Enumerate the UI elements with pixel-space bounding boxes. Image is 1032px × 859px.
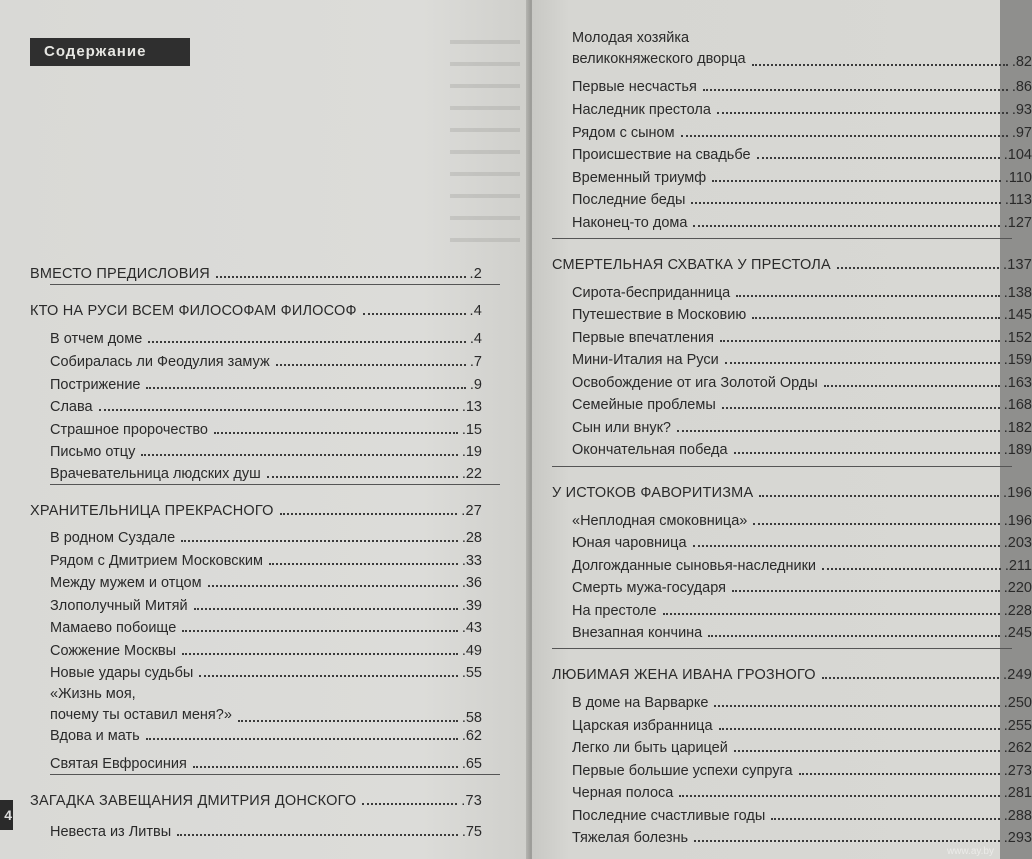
dot-leader bbox=[280, 513, 458, 515]
toc-entry bbox=[572, 26, 1032, 70]
dot-leader bbox=[725, 362, 1000, 364]
toc-page-number: .58 bbox=[461, 710, 482, 726]
toc-entry bbox=[572, 209, 1032, 231]
toc-entry-title: Временный триумф bbox=[572, 170, 707, 186]
toc-entry-title: Злополучный Митяй bbox=[50, 598, 188, 614]
toc-entry-title: Последние беды bbox=[572, 192, 686, 208]
toc-entry-title: Святая Евфросиния bbox=[50, 756, 187, 772]
toc-page-number: .110 bbox=[1004, 170, 1032, 186]
dot-leader bbox=[199, 675, 458, 677]
toc-entry bbox=[50, 393, 482, 415]
toc-page-number: .27 bbox=[461, 503, 482, 519]
toc-page-number: .255 bbox=[1003, 718, 1032, 734]
toc-right bbox=[552, 0, 1032, 859]
toc-entry-title: В доме на Варварке bbox=[572, 695, 709, 711]
dot-leader bbox=[194, 608, 458, 610]
toc-page-number: .49 bbox=[461, 643, 482, 659]
dot-leader bbox=[708, 635, 1000, 637]
toc-entry-title: ХРАНИТЕЛЬНИЦА ПРЕКРАСНОГО bbox=[30, 503, 274, 519]
toc-entry-title: Сирота-бесприданница bbox=[572, 285, 731, 301]
toc-section-entry bbox=[30, 787, 482, 809]
toc-entry-title-line2: великокняжеского дворца bbox=[572, 51, 746, 67]
dot-leader bbox=[759, 495, 999, 497]
dot-leader bbox=[146, 738, 458, 740]
toc-page-number: .22 bbox=[461, 466, 482, 482]
toc-entry bbox=[572, 279, 1032, 301]
dot-leader bbox=[208, 585, 458, 587]
toc-page-number: .159 bbox=[1003, 352, 1032, 368]
dot-leader bbox=[722, 407, 1000, 409]
dot-leader bbox=[837, 267, 999, 269]
dot-leader bbox=[824, 385, 1000, 387]
toc-section-entry bbox=[552, 479, 1032, 501]
toc-page-number: .73 bbox=[461, 793, 482, 809]
toc-entry-title: Семейные проблемы bbox=[572, 397, 716, 413]
toc-entry-title: Врачевательница людских душ bbox=[50, 466, 261, 482]
toc-entry bbox=[572, 301, 1032, 323]
dot-leader bbox=[681, 135, 1008, 137]
right-page bbox=[532, 0, 1032, 859]
dot-leader bbox=[214, 432, 458, 434]
toc-entry bbox=[572, 689, 1032, 711]
toc-page-number: .104 bbox=[1003, 147, 1032, 163]
toc-entry bbox=[50, 348, 482, 370]
toc-entry bbox=[572, 119, 1032, 141]
toc-entry-title: ВМЕСТО ПРЕДИСЛОВИЯ bbox=[30, 266, 210, 282]
toc-entry bbox=[572, 507, 1032, 529]
toc-page-number: .168 bbox=[1003, 397, 1032, 413]
toc-entry bbox=[572, 757, 1032, 779]
dot-leader bbox=[693, 545, 1000, 547]
toc-entry-title: «Неплодная смоковница» bbox=[572, 513, 748, 529]
section-divider bbox=[50, 284, 500, 285]
toc-entry bbox=[572, 802, 1032, 824]
dot-leader bbox=[181, 540, 458, 542]
toc-page-number: .228 bbox=[1003, 603, 1032, 619]
toc-entry-title: Черная полоса bbox=[572, 785, 674, 801]
dot-leader bbox=[734, 452, 1000, 454]
toc-entry bbox=[50, 438, 482, 460]
dot-leader bbox=[799, 773, 1000, 775]
toc-entry bbox=[50, 659, 482, 681]
dot-leader bbox=[148, 341, 466, 343]
toc-entry-title: Письмо отцу bbox=[50, 444, 136, 460]
toc-page-number: .163 bbox=[1003, 375, 1032, 391]
toc-entry-title-line1: «Жизнь моя, bbox=[50, 686, 136, 702]
dot-leader bbox=[182, 630, 458, 632]
toc-page-number: .203 bbox=[1003, 535, 1032, 551]
toc-entry-title: ЗАГАДКА ЗАВЕЩАНИЯ ДМИТРИЯ ДОНСКОГО bbox=[30, 793, 357, 809]
dot-leader bbox=[146, 387, 465, 389]
toc-entry-title: Страшное пророчество bbox=[50, 422, 208, 438]
toc-entry bbox=[50, 637, 482, 659]
toc-page-number: .9 bbox=[469, 377, 482, 393]
toc-entry-title: Новые удары судьбы bbox=[50, 665, 194, 681]
dot-leader bbox=[267, 476, 458, 478]
dot-leader bbox=[757, 157, 1000, 159]
toc-page-number: .138 bbox=[1003, 285, 1032, 301]
toc-entry bbox=[50, 524, 482, 546]
toc-page-number: .55 bbox=[461, 665, 482, 681]
toc-page-number: .145 bbox=[1003, 307, 1032, 323]
toc-entry-title: Первые большие успехи супруга bbox=[572, 763, 793, 779]
toc-section-entry bbox=[30, 260, 482, 282]
toc-entry bbox=[50, 750, 482, 772]
toc-entry bbox=[50, 722, 482, 744]
toc-section-entry bbox=[552, 661, 1032, 683]
toc-entry bbox=[572, 186, 1032, 208]
toc-page-number: .7 bbox=[469, 354, 482, 370]
dot-leader bbox=[362, 803, 457, 805]
toc-page-number: .15 bbox=[461, 422, 482, 438]
toc-entry bbox=[572, 324, 1032, 346]
dot-leader bbox=[822, 677, 999, 679]
toc-entry-title: КТО НА РУСИ ВСЕМ ФИЛОСОФАМ ФИЛОСОФ bbox=[30, 303, 357, 319]
toc-entry bbox=[50, 416, 482, 438]
toc-page-number: .33 bbox=[461, 553, 482, 569]
toc-entry-title: Внезапная кончина bbox=[572, 625, 703, 641]
toc-entry bbox=[50, 547, 482, 569]
toc-page-number: .93 bbox=[1011, 102, 1032, 118]
dot-leader bbox=[99, 409, 458, 411]
toc-section-entry bbox=[30, 497, 482, 519]
dot-leader bbox=[677, 430, 1000, 432]
toc-entry-title: Вдова и мать bbox=[50, 728, 140, 744]
toc-entry bbox=[572, 597, 1032, 619]
toc-page-number: .65 bbox=[461, 756, 482, 772]
toc-entry-title: Тяжелая болезнь bbox=[572, 830, 689, 846]
dot-leader bbox=[216, 276, 466, 278]
toc-entry-title: Мамаево побоище bbox=[50, 620, 177, 636]
dot-leader bbox=[177, 834, 458, 836]
toc-entry-title: Царская избранница bbox=[572, 718, 713, 734]
toc-entry bbox=[50, 614, 482, 636]
toc-entry-title: Наконец-то дома bbox=[572, 215, 688, 231]
toc-entry-title bbox=[572, 28, 746, 70]
toc-page-number: .43 bbox=[461, 620, 482, 636]
toc-entry-title: Сожжение Москвы bbox=[50, 643, 177, 659]
dot-leader bbox=[363, 313, 466, 315]
toc-entry bbox=[572, 824, 1032, 846]
toc-entry bbox=[50, 460, 482, 482]
toc-page-number: .4 bbox=[469, 331, 482, 347]
toc-entry-title: Освобождение от ига Золотой Орды bbox=[572, 375, 818, 391]
toc-page-number: .245 bbox=[1003, 625, 1032, 641]
toc-entry bbox=[572, 391, 1032, 413]
toc-entry-title-line1: Молодая хозяйка bbox=[572, 30, 690, 46]
toc-entry-title: Окончательная победа bbox=[572, 442, 728, 458]
dot-leader bbox=[736, 295, 1000, 297]
toc-entry-title: Юная чаровница bbox=[572, 535, 687, 551]
dot-leader bbox=[752, 317, 1000, 319]
dot-leader bbox=[753, 523, 999, 525]
watermark: www.ay.by bbox=[946, 846, 994, 857]
dot-leader bbox=[141, 454, 457, 456]
toc-entry-title: Слава bbox=[50, 399, 93, 415]
toc-page-number: .281 bbox=[1003, 785, 1032, 801]
dot-leader bbox=[193, 766, 458, 768]
toc-page-number: .293 bbox=[1003, 830, 1032, 846]
toc-entry-title: Рядом с сыном bbox=[572, 125, 675, 141]
toc-page-number: .86 bbox=[1011, 79, 1032, 95]
toc-entry-title: Первые впечатления bbox=[572, 330, 715, 346]
section-divider bbox=[552, 466, 1012, 467]
toc-page-number: .220 bbox=[1003, 580, 1032, 596]
toc-page-number: .182 bbox=[1003, 420, 1032, 436]
dot-leader bbox=[714, 705, 999, 707]
toc-entry-title: ЛЮБИМАЯ ЖЕНА ИВАНА ГРОЗНОГО bbox=[552, 667, 816, 683]
toc-entry bbox=[50, 371, 482, 393]
toc-entry-title: Сын или внук? bbox=[572, 420, 671, 436]
toc-entry-title: На престоле bbox=[572, 603, 657, 619]
toc-entry-title: Происшествие на свадьбе bbox=[572, 147, 751, 163]
toc-entry bbox=[572, 712, 1032, 734]
toc-entry-title: Легко ли быть царицей bbox=[572, 740, 728, 756]
toc-entry bbox=[50, 818, 482, 840]
toc-page-number: .13 bbox=[461, 399, 482, 415]
toc-section-entry bbox=[30, 297, 482, 319]
toc-page-number: .262 bbox=[1003, 740, 1032, 756]
dot-leader bbox=[732, 590, 1000, 592]
toc-entry-title: Пострижение bbox=[50, 377, 141, 393]
toc-entry bbox=[572, 96, 1032, 118]
dot-leader bbox=[719, 728, 1000, 730]
toc-entry bbox=[572, 73, 1032, 95]
toc-entry-title: Рядом с Дмитрием Московским bbox=[50, 553, 263, 569]
toc-page-number: .189 bbox=[1003, 442, 1032, 458]
toc-entry bbox=[572, 734, 1032, 756]
toc-entry-title: У ИСТОКОВ ФАВОРИТИЗМА bbox=[552, 485, 754, 501]
dot-leader bbox=[276, 364, 466, 366]
toc-entry-title: Последние счастливые годы bbox=[572, 808, 766, 824]
toc-entry-title: В родном Суздале bbox=[50, 530, 176, 546]
toc-page-number: .28 bbox=[461, 530, 482, 546]
toc-page-number: .249 bbox=[1002, 667, 1032, 683]
toc-entry-title: Смерть мужа-государя bbox=[572, 580, 726, 596]
toc-entry-title: СМЕРТЕЛЬНАЯ СХВАТКА У ПРЕСТОЛА bbox=[552, 257, 831, 273]
toc-entry-title: Невеста из Литвы bbox=[50, 824, 172, 840]
toc-page-number: .75 bbox=[461, 824, 482, 840]
dot-leader bbox=[269, 563, 458, 565]
dot-leader bbox=[734, 750, 1000, 752]
toc-entry bbox=[572, 529, 1032, 551]
toc-page-number: .250 bbox=[1003, 695, 1032, 711]
toc-entry bbox=[50, 569, 482, 591]
page-number: 4 bbox=[0, 800, 13, 830]
toc-page-number: .4 bbox=[469, 303, 482, 319]
toc-page-number: .62 bbox=[461, 728, 482, 744]
section-divider bbox=[50, 774, 500, 775]
toc-entry bbox=[50, 682, 482, 726]
toc-entry-title: В отчем доме bbox=[50, 331, 143, 347]
toc-entry bbox=[572, 436, 1032, 458]
toc-entry bbox=[572, 369, 1032, 391]
toc-entry bbox=[572, 779, 1032, 801]
toc-page-number: .137 bbox=[1002, 257, 1032, 273]
dot-leader bbox=[720, 340, 1000, 342]
toc-entry bbox=[572, 346, 1032, 368]
toc-entry-title-line2: почему ты оставил меня?» bbox=[50, 707, 232, 723]
section-divider bbox=[552, 238, 1012, 239]
dot-leader bbox=[771, 818, 1000, 820]
toc-entry-title: Путешествие в Московию bbox=[572, 307, 747, 323]
toc-page-number: .113 bbox=[1004, 192, 1032, 208]
toc-entry bbox=[572, 619, 1032, 641]
toc-entry-title: Долгожданные сыновья-наследники bbox=[572, 558, 817, 574]
dot-leader bbox=[693, 225, 999, 227]
toc-page-number: .97 bbox=[1011, 125, 1032, 141]
toc-page-number: .273 bbox=[1003, 763, 1032, 779]
toc-entry bbox=[572, 414, 1032, 436]
section-divider bbox=[552, 648, 1012, 649]
toc-page-number: .19 bbox=[461, 444, 482, 460]
toc-page-number: .127 bbox=[1003, 215, 1032, 231]
dot-leader bbox=[712, 180, 1001, 182]
toc-page-number: .39 bbox=[461, 598, 482, 614]
toc-entry bbox=[50, 325, 482, 347]
toc-entry bbox=[572, 552, 1032, 574]
dot-leader bbox=[752, 64, 1008, 66]
toc-page-number: .196 bbox=[1003, 513, 1032, 529]
toc-page-number: .288 bbox=[1003, 808, 1032, 824]
toc-page-number: .2 bbox=[469, 266, 482, 282]
toc-entry bbox=[572, 164, 1032, 186]
dot-leader bbox=[822, 568, 1001, 570]
toc-entry bbox=[50, 592, 482, 614]
dot-leader bbox=[691, 202, 1000, 204]
toc-entry-title: Собиралась ли Феодулия замуж bbox=[50, 354, 270, 370]
toc-entry-title: Наследник престола bbox=[572, 102, 711, 118]
toc-page-number: .196 bbox=[1002, 485, 1032, 501]
toc-entry-title: Между мужем и отцом bbox=[50, 575, 202, 591]
toc-entry bbox=[572, 141, 1032, 163]
toc-entry-title: Первые несчастья bbox=[572, 79, 697, 95]
toc-entry-title bbox=[50, 684, 232, 726]
dot-leader bbox=[679, 795, 999, 797]
toc-page-number: .211 bbox=[1004, 558, 1032, 574]
toc-page-number: .152 bbox=[1003, 330, 1032, 346]
toc-section-entry bbox=[552, 251, 1032, 273]
dot-leader bbox=[717, 112, 1008, 114]
dot-leader bbox=[694, 840, 1000, 842]
toc-page-number: .36 bbox=[461, 575, 482, 591]
dot-leader bbox=[703, 89, 1008, 91]
section-divider bbox=[50, 484, 500, 485]
dot-leader bbox=[663, 613, 1000, 615]
toc-left bbox=[30, 0, 482, 859]
toc-entry bbox=[572, 574, 1032, 596]
toc-entry-title: Мини-Италия на Руси bbox=[572, 352, 719, 368]
page-title: Содержание bbox=[30, 38, 190, 66]
toc-page-number: .82 bbox=[1011, 54, 1032, 70]
dot-leader bbox=[182, 653, 458, 655]
